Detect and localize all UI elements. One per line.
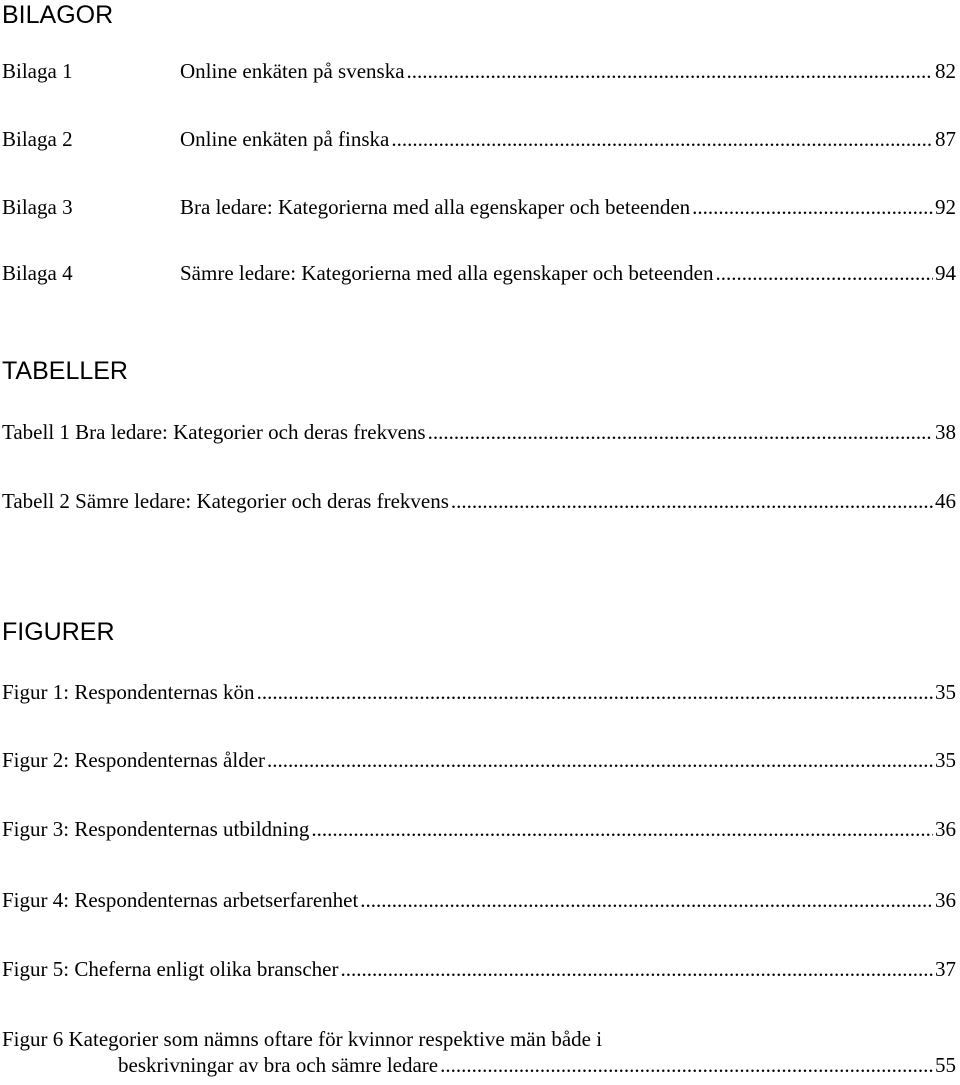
toc-entry-tabell-2[interactable] [2,488,956,514]
dot-leader [257,679,933,705]
toc-entry-figur-5[interactable] [2,956,956,982]
toc-entry-title: Tabell 1 Bra ledare: Kategorier och deras frekvens [2,420,426,444]
toc-entry-prefix: Bilaga 1 [2,59,73,83]
toc-entry-figur-6[interactable] [2,1026,956,1078]
toc-entry-page: 46 [935,489,956,513]
dot-leader [451,488,933,514]
toc-entry-page: 87 [935,127,956,151]
dot-leader [407,58,933,84]
toc-entry-figur-1[interactable] [2,679,956,705]
dot-leader [311,816,933,842]
toc-entry-bilaga-3[interactable] [2,194,956,220]
toc-entry-bilaga-1[interactable] [2,58,956,84]
toc-entry-title: Online enkäten på finska [180,127,390,151]
toc-entry-figur-2[interactable] [2,747,956,773]
toc-entry-title: Figur 4: Respondenternas arbetserfarenhet [2,888,359,912]
toc-entry-title-line2-row [2,1052,956,1078]
toc-entry-title-line2: beskrivningar av bra och sämre ledare [118,1053,439,1077]
toc-entry-bilaga-4[interactable] [2,260,956,286]
toc-entry-prefix: Bilaga 2 [2,127,73,151]
toc-entry-tabell-1[interactable] [2,419,956,445]
toc-entry-bilaga-2[interactable] [2,126,956,152]
bilagor-heading: BILAGOR [2,1,114,29]
toc-entry-page: 36 [935,817,956,841]
toc-entry-page: 82 [935,59,956,83]
toc-entry-page: 38 [935,420,956,444]
toc-entry-page: 35 [935,748,956,772]
dot-leader [267,747,933,773]
toc-entry-title: Online enkäten på svenska [180,59,405,83]
toc-entry-title: Figur 1: Respondenternas kön [2,680,255,704]
toc-entry-title: Sämre ledare: Kategorierna med alla egenskaper och beteenden [180,261,714,285]
toc-entry-page: 55 [935,1053,956,1077]
toc-entry-page: 92 [935,195,956,219]
toc-entry-page: 35 [935,680,956,704]
toc-entry-prefix: Bilaga 3 [2,195,73,219]
toc-entry-page: 36 [935,888,956,912]
dot-leader [360,887,933,913]
toc-entry-page: 94 [935,261,956,285]
toc-entry-title-line1: Figur 6 Kategorier som nämns oftare för kvinnor respektive män både i [2,1027,603,1051]
toc-entry-title: Tabell 2 Sämre ledare: Kategorier och deras frekvens [2,489,449,513]
toc-entry-prefix: Bilaga 4 [2,261,73,285]
dot-leader [440,1052,933,1078]
toc-entry-title: Figur 2: Respondenternas ålder [2,748,266,772]
figurer-heading: FIGURER [2,618,115,646]
dot-leader [391,126,933,152]
dot-leader [692,194,933,220]
toc-entry-figur-3[interactable] [2,816,956,842]
dot-leader [428,419,933,445]
toc-entry-title: Figur 3: Respondenternas utbildning [2,817,310,841]
toc-entry-figur-4[interactable] [2,887,956,913]
dot-leader [715,260,933,286]
tabeller-heading: TABELLER [2,357,128,385]
toc-entry-title: Bra ledare: Kategorierna med alla egenskaper och beteenden [180,195,691,219]
toc-entry-title: Figur 5: Cheferna enligt olika branscher [2,957,339,981]
dot-leader [340,956,933,982]
toc-entry-page: 37 [935,957,956,981]
